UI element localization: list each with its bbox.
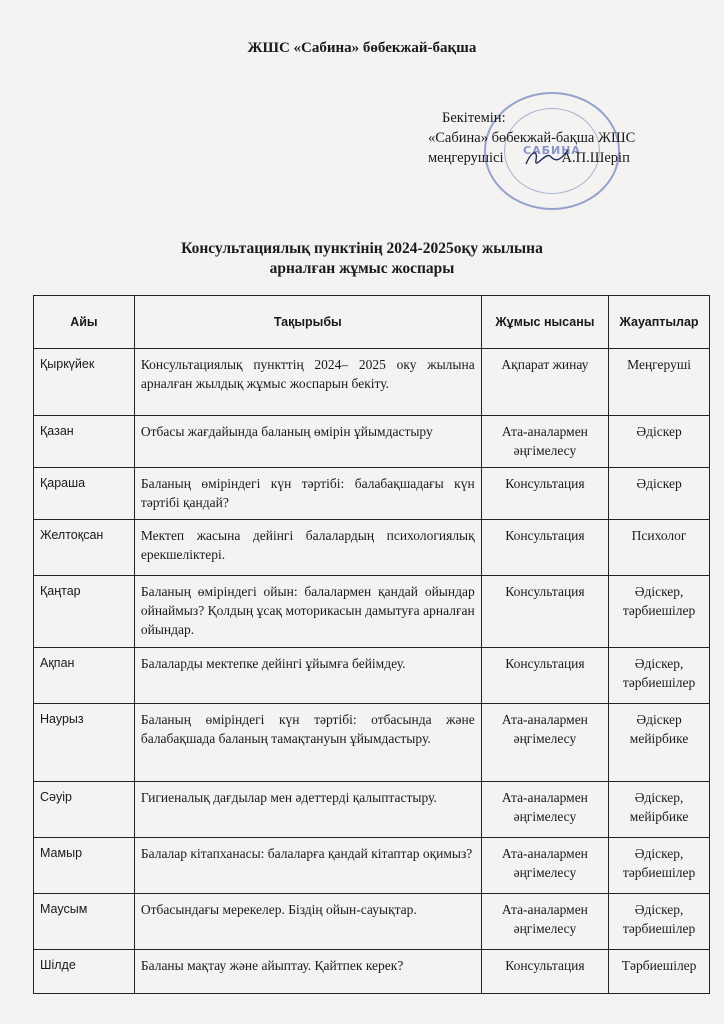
table-row <box>34 648 710 704</box>
cell-form: Консультация <box>481 468 608 520</box>
cell-form: Ата-аналармен әңгімелесу <box>481 838 608 894</box>
cell-month: Қыркүйек <box>34 349 135 416</box>
table-row <box>34 838 710 894</box>
cell-month: Сәуір <box>34 782 135 838</box>
signature-icon <box>524 146 570 168</box>
plan-title-line-2: арналған жұмыс жоспары <box>269 260 455 277</box>
cell-responsible: Әдіскер <box>609 416 710 468</box>
cell-responsible: Меңгеруші <box>609 349 710 416</box>
cell-topic: Баланы мақтау және айыптау. Қайтпек керек? <box>134 950 481 994</box>
cell-topic: Мектеп жасына дейінгі балалардың психологиялық ерекшеліктері. <box>134 520 481 576</box>
table-row <box>34 416 710 468</box>
table-row <box>34 349 710 416</box>
cell-form: Консультация <box>481 520 608 576</box>
cell-month: Маусым <box>34 894 135 950</box>
cell-responsible: Әдіскер мейірбике <box>609 704 710 782</box>
cell-responsible: Тәрбиешілер <box>609 950 710 994</box>
cell-form: Консультация <box>481 950 608 994</box>
column-header-month: Айы <box>34 296 135 349</box>
cell-topic: Консультациялық пункттің 2024– 2025 оку жылына арналған жылдық жұмыс жоспарын бекіту. <box>134 349 481 416</box>
table-row <box>34 950 710 994</box>
cell-form: Ата-аналармен әңгімелесу <box>481 782 608 838</box>
approval-position: меңгерушісі <box>428 150 504 166</box>
cell-topic: Баланың өміріндегі ойын: балалармен қандай ойындар ойнаймыз? Қолдың ұсақ моторикасын дамытуға арналған ойындар. <box>134 576 481 648</box>
stamp-text: САБИНА <box>523 144 581 157</box>
cell-topic: Балаларды мектепке дейінгі ұйымға бейімдеу. <box>134 648 481 704</box>
approval-organization: «Сабина» бөбекжай-бақша ЖШС <box>428 130 636 146</box>
cell-responsible: Әдіскер, мейірбике <box>609 782 710 838</box>
cell-responsible: Әдіскер, тәрбиешілер <box>609 648 710 704</box>
table-row <box>34 468 710 520</box>
cell-month: Желтоқсан <box>34 520 135 576</box>
cell-month: Қаңтар <box>34 576 135 648</box>
cell-responsible: Әдіскер, тәрбиешілер <box>609 894 710 950</box>
cell-responsible: Әдіскер, тәрбиешілер <box>609 838 710 894</box>
cell-month: Қараша <box>34 468 135 520</box>
table-row <box>34 520 710 576</box>
cell-responsible: Әдіскер, тәрбиешілер <box>609 576 710 648</box>
cell-topic: Баланың өміріндегі күн тәртібі: балабақшадағы күн тәртібі қандай? <box>134 468 481 520</box>
table-header-row <box>34 296 710 349</box>
table-row <box>34 704 710 782</box>
cell-month: Шілде <box>34 950 135 994</box>
cell-month: Ақпан <box>34 648 135 704</box>
cell-responsible: Психолог <box>609 520 710 576</box>
cell-topic: Отбасы жағдайында баланың өмірін ұйымдастыру <box>134 416 481 468</box>
cell-topic: Балалар кітапханасы: балаларға қандай кітаптар оқимыз? <box>134 838 481 894</box>
column-header-form: Жұмыс нысаны <box>481 296 608 349</box>
cell-topic: Баланың өміріндегі күн тәртібі: отбасында және балабақшада баланың тамақтануын ұйымдастыру. <box>134 704 481 782</box>
column-header-topic: Тақырыбы <box>134 296 481 349</box>
work-plan-table <box>33 295 710 994</box>
table-row <box>34 576 710 648</box>
organization-title: ЖШС «Сабина» бөбекжай-бақша <box>247 40 477 56</box>
cell-form: Ата-аналармен әңгімелесу <box>481 704 608 782</box>
approval-name: А.П.Шеріп <box>561 150 630 166</box>
cell-month: Қазан <box>34 416 135 468</box>
cell-form: Ата-аналармен әңгімелесу <box>481 416 608 468</box>
cell-form: Ақпарат жинау <box>481 349 608 416</box>
table-row <box>34 782 710 838</box>
cell-month: Мамыр <box>34 838 135 894</box>
column-header-responsible: Жауаптылар <box>609 296 710 349</box>
plan-title <box>0 239 724 279</box>
table-row <box>34 894 710 950</box>
cell-topic: Гигиеналық дағдылар мен әдеттерді қалыптастыру. <box>134 782 481 838</box>
cell-topic: Отбасындағы мерекелер. Біздің ойын-сауықтар. <box>134 894 481 950</box>
cell-responsible: Әдіскер <box>609 468 710 520</box>
cell-form: Консультация <box>481 576 608 648</box>
approval-label: Бекітемін: <box>442 110 506 126</box>
cell-form: Консультация <box>481 648 608 704</box>
cell-form: Ата-аналармен әңгімелесу <box>481 894 608 950</box>
plan-title-line-1: Консультациялық пунктінің 2024-2025оқу жылына <box>181 240 543 257</box>
cell-month: Наурыз <box>34 704 135 782</box>
